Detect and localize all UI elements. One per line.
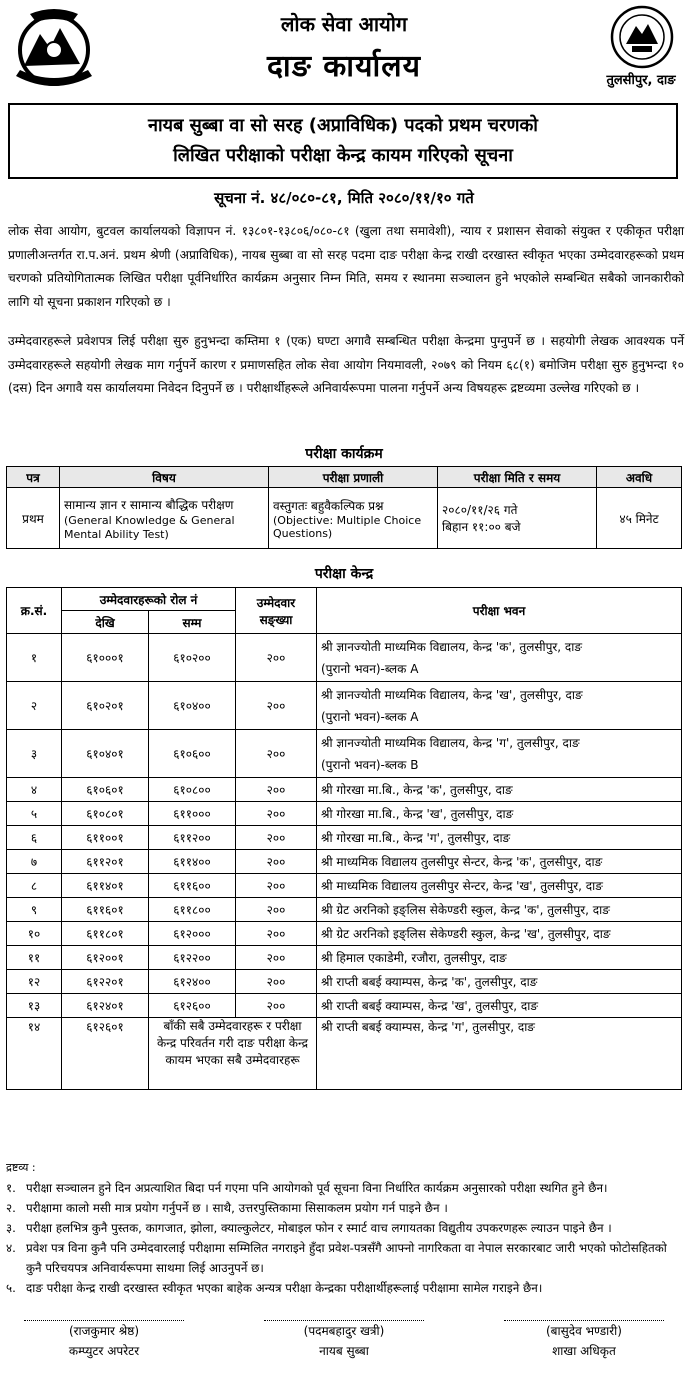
centre-venue-line1: श्री ज्ञानज्योती माध्यमिक विद्यालय, केन्द्र 'ग', तुलसीपुर, दाङ (321, 735, 580, 750)
centre-row (7, 970, 682, 994)
centre-roll-to: ६१२२०० (149, 946, 236, 970)
centre-header-row (7, 588, 682, 611)
note-number: ३. (6, 1221, 16, 1235)
signature-title: नायब सुब्बा (319, 1344, 369, 1358)
signature-title: शाखा अधिकृत (552, 1344, 616, 1358)
centre-venue-line1: श्री ज्ञानज्योती माध्यमिक विद्यालय, केन्द्र 'ख', तुलसीपुर, दाङ (321, 687, 583, 702)
signature-name: (बासुदेव भण्डारी) (546, 1324, 622, 1338)
centre-roll-from: ६११००१ (62, 826, 149, 850)
centre-roll-to: ६११००० (149, 802, 236, 826)
centre-count: २०० (236, 850, 317, 874)
centre-venue (317, 874, 682, 898)
schedule-header-duration: अवधि (597, 467, 682, 488)
notes-section (6, 1158, 682, 1298)
centre-sn: १० (7, 922, 62, 946)
centre-sn: १३ (7, 994, 62, 1018)
schedule-time: बिहान ११:०० बजे (442, 520, 521, 534)
centre-sn: ७ (7, 850, 62, 874)
note-number: २. (6, 1201, 16, 1215)
centre-count: २०० (236, 946, 317, 970)
schedule-subject-np: सामान्य ज्ञान र सामान्य बौद्धिक परीक्षण (64, 497, 234, 512)
centre-roll-to: ६१२००० (149, 922, 236, 946)
schedule-system-np: वस्तुगतः बहुवैकल्पिक प्रश्न (273, 498, 384, 513)
notes-heading: द्रष्टव्य : (6, 1161, 36, 1174)
centre-roll-to: ६११४०० (149, 850, 236, 874)
centre-roll-from: ६१०२०१ (62, 682, 149, 730)
centre-count: २०० (236, 778, 317, 802)
centre-header-roll: उम्मेदवारहरूको रोल नं (62, 588, 236, 611)
centre-roll-from: ६१२००१ (62, 946, 149, 970)
centre-venue-line1: श्री हिमाल एकाडेमी, रजौरा, तुलसीपुर, दाङ (321, 950, 507, 965)
centre-roll-from: ६११६०१ (62, 898, 149, 922)
note-item (6, 1218, 682, 1238)
centre-roll-to: ६१०४०० (149, 682, 236, 730)
centre-roll-to: ६११२०० (149, 826, 236, 850)
schedule-table (6, 466, 682, 549)
centre-count: २०० (236, 802, 317, 826)
centre-venue (317, 730, 682, 778)
centre-roll-to: ६१०२०० (149, 634, 236, 682)
schedule-system-en: (Objective: Multiple Choice Questions) (273, 513, 422, 540)
centre-sn: ३ (7, 730, 62, 778)
signature-title: कम्प्युटर अपरेटर (68, 1344, 140, 1358)
centre-venue-line1: श्री राप्ती बबई क्याम्पस, केन्द्र 'ग', तुलसीपुर, दाङ (317, 1018, 682, 1090)
centre-roll-to: ६१०६०० (149, 730, 236, 778)
centre-header-to: सम्म (149, 611, 236, 634)
notice-title-line1: नायब सुब्बा वा सो सरह (अप्राविधिक) पदको प्रथम चरणको (148, 115, 538, 136)
centre-remaining-candidates: बाँकी सबै उम्मेदवारहरू र परीक्षा केन्द्र परिवर्तन गरी दाङ परीक्षा केन्द्र कायम भएका सबै उम्मेदवारहरू (149, 1018, 317, 1090)
centre-venue (317, 682, 682, 730)
centre-roll-from: ६११२०१ (62, 850, 149, 874)
centre-sn: १४ (7, 1018, 62, 1090)
centre-venue (317, 634, 682, 682)
note-number: ५. (6, 1281, 16, 1295)
centre-venue-line2: (पुरानो भवन)-ब्लक A (321, 709, 419, 724)
centre-venue-line2: (पुरानो भवन)-ब्लक A (321, 661, 419, 676)
centre-sn: ९ (7, 898, 62, 922)
schedule-header-paper: पत्र (7, 467, 60, 488)
schedule-row (7, 488, 682, 549)
centre-header-venue: परीक्षा भवन (317, 588, 682, 634)
instruction-paragraph: उम्मेदवारहरूले प्रवेशपत्र लिई परीक्षा सुरु हुनुभन्दा कम्तिमा १ (एक) घण्टा अगावै सम्बन्धित परीक्षा केन्द्रमा पुग्नुपर्ने छ । सहयोगी लेखक आवश्यक पर्ने उम्मेदवारहरूले सहयोगी लेखक माग गर्नुपर्ने कारण र प्रमाणसहित लोक सेवा आयोग नियमावली, २०७९ को नियम ६८(१) बमोजिम परीक्षा सुरु हुनुभन्दा १० (दस) दिन अगावै यस कार्यालयमा निवेदन दिनुपर्ने छ । परीक्षार्थीहरूले अनिवार्यरूपमा पालना गर्नुपर्ने अन्य विषयहरू द्रष्टव्यमा उल्लेख गरिएको छ । (8, 334, 684, 395)
centre-venue-line1: श्री गोरखा मा.बि., केन्द्र 'ग', तुलसीपुर, दाङ (321, 830, 511, 845)
centre-venue-line1: श्री राप्ती बबई क्याम्पस, केन्द्र 'क', तुलसीपुर, दाङ (321, 974, 538, 989)
centre-header-count: उम्मेदवार सङ्ख्या (236, 588, 317, 634)
notice-title-box (8, 103, 678, 179)
centre-sn: ५ (7, 802, 62, 826)
centre-count: २०० (236, 994, 317, 1018)
signatures (0, 1320, 688, 1370)
centre-header-from: देखि (62, 611, 149, 634)
centre-row (7, 874, 682, 898)
note-item (6, 1238, 682, 1278)
centre-roll-to: ६१२४०० (149, 970, 236, 994)
note-item (6, 1278, 682, 1298)
centre-roll-to: ६११६०० (149, 874, 236, 898)
notice-number: सूचना नं. ४८/०८०-८१, मिति २०८०/११/१० गते (214, 189, 474, 207)
centre-venue (317, 970, 682, 994)
centre-roll-to: ६१०८०० (149, 778, 236, 802)
centre-venue (317, 778, 682, 802)
schedule-header-subject: विषय (60, 467, 269, 488)
note-text: परीक्षा सञ्चालन हुने दिन अप्रत्याशित बिदा पर्न गएमा पनि आयोगको पूर्व सूचना विना निर्धारित कार्यक्रम अनुसारको परीक्षा स्थगित हुने छैन। (26, 1181, 608, 1195)
signature-block (484, 1320, 684, 1361)
centre-row (7, 802, 682, 826)
note-number: १. (6, 1181, 16, 1195)
centre-row (7, 946, 682, 970)
centre-row (7, 778, 682, 802)
centre-roll-from: ६१०००१ (62, 634, 149, 682)
note-text: दाङ परीक्षा केन्द्र राखी दरखास्त स्वीकृत भएका बाहेक अन्यत्र परीक्षा केन्द्रका परीक्षार्थीहरूलाई परीक्षामा सामेल गराइने छैन। (26, 1281, 543, 1295)
centre-roll-from: ६१०६०१ (62, 778, 149, 802)
signature-block (244, 1320, 444, 1361)
centre-header-sn: क्र.सं. (7, 588, 62, 634)
centre-roll-from: ६१२६०१ (62, 1018, 149, 1090)
centre-venue (317, 946, 682, 970)
centre-count: २०० (236, 682, 317, 730)
centre-sn: २ (7, 682, 62, 730)
centre-sn: ४ (7, 778, 62, 802)
schedule-header-system: परीक्षा प्रणाली (269, 467, 438, 488)
centre-venue-line1: श्री ज्ञानज्योती माध्यमिक विद्यालय, केन्द्र 'क', तुलसीपुर, दाङ (321, 639, 583, 654)
centre-venue-line1: श्री ग्रेट अरनिको इङ्लिस सेकेण्डरी स्कुल, केन्द्र 'क', तुलसीपुर, दाङ (321, 902, 610, 917)
note-item (6, 1198, 682, 1218)
centre-row (7, 898, 682, 922)
centre-row (7, 994, 682, 1018)
centre-count: २०० (236, 634, 317, 682)
centre-row (7, 850, 682, 874)
centre-venue-line1: श्री राप्ती बबई क्याम्पस, केन्द्र 'ख', तुलसीपुर, दाङ (321, 998, 539, 1013)
centre-roll-to: ६१२६०० (149, 994, 236, 1018)
centre-roll-from: ६१०४०१ (62, 730, 149, 778)
schedule-duration: ४५ मिनेट (597, 488, 682, 549)
centre-venue-line1: श्री माध्यमिक विद्यालय तुलसीपुर सेन्टर, केन्द्र 'ख', तुलसीपुर, दाङ (321, 878, 603, 893)
schedule-subject-en: (General Knowledge & General Mental Ability Test) (64, 513, 235, 541)
centre-roll-from: ६११८०१ (62, 922, 149, 946)
centre-count: २०० (236, 826, 317, 850)
centre-count: २०० (236, 922, 317, 946)
centre-venue-line2: (पुरानो भवन)-ब्लक B (321, 757, 419, 772)
signature-name: (राजकुमार श्रेष्ठ) (68, 1324, 140, 1338)
centre-roll-from: ६११४०१ (62, 874, 149, 898)
schedule-date: २०८०/११/२६ गते (442, 503, 518, 517)
centre-row (7, 1018, 682, 1090)
centre-venue-line1: श्री गोरखा मा.बि., केन्द्र 'ख', तुलसीपुर, दाङ (321, 806, 514, 821)
centre-count: २०० (236, 970, 317, 994)
centre-sn: ११ (7, 946, 62, 970)
centre-venue (317, 898, 682, 922)
notes-list (6, 1178, 682, 1298)
office-place: तुलसीपुर, दाङ (606, 73, 676, 88)
centre-venue (317, 922, 682, 946)
note-item (6, 1178, 682, 1198)
centre-row (7, 634, 682, 682)
signature-block (4, 1320, 204, 1361)
centre-table (6, 587, 682, 1090)
centre-sn: १२ (7, 970, 62, 994)
schedule-header-date: परीक्षा मिति र समय (438, 467, 597, 488)
centre-row (7, 922, 682, 946)
centre-count: २०० (236, 898, 317, 922)
note-text: परीक्षामा कालो मसी मात्र प्रयोग गर्नुपर्ने छ । साथै, उत्तरपुस्तिकामा सिसाकलम प्रयोग गर्न पाइने छैन । (26, 1201, 448, 1215)
signature-name: (पदमबहादुर खत्री) (303, 1324, 385, 1338)
centre-count: २०० (236, 874, 317, 898)
centre-venue-line1: श्री ग्रेट अरनिको इङ्लिस सेकेण्डरी स्कुल, केन्द्र 'ख', तुलसीपुर, दाङ (321, 926, 611, 941)
org-name: लोक सेवा आयोग (280, 12, 408, 36)
centre-venue (317, 850, 682, 874)
centre-sn: ६ (7, 826, 62, 850)
centre-sn: ८ (7, 874, 62, 898)
schedule-title: परीक्षा कार्यक्रम (305, 446, 383, 462)
centre-title: परीक्षा केन्द्र (314, 566, 374, 582)
header (0, 0, 688, 98)
psc-logo-icon (606, 4, 678, 70)
centre-row (7, 682, 682, 730)
centre-venue (317, 802, 682, 826)
schedule-subject (60, 488, 269, 549)
notice-title-line2: लिखित परीक्षाको परीक्षा केन्द्र कायम गरिएको सूचना (173, 145, 513, 166)
schedule-header-row (7, 467, 682, 488)
centre-roll-to: ६११८०० (149, 898, 236, 922)
centre-count: २०० (236, 730, 317, 778)
centre-venue (317, 826, 682, 850)
centre-venue-line1: श्री गोरखा मा.बि., केन्द्र 'क', तुलसीपुर, दाङ (321, 782, 513, 797)
intro-paragraph: लोक सेवा आयोग, बुटवल कार्यालयको विज्ञापन नं. १३८०१-१३८०६/०८०-८१ (खुला तथा समावेशी), न्याय र प्रशासन सेवाको संयुक्त र एकीकृत परीक्षा प्रणालीअन्तर्गत रा.प.अनं. प्रथम श्रेणी (अप्राविधिक), नायब सुब्बा वा सो सरह पदमा दाङ परीक्षा केन्द्र राखी दरखास्त स्वीकृत भएका उम्मेदवारहरूको प्रथम चरणको प्रतियोगितात्मक लिखित परीक्षा पूर्वनिर्धारित कार्यक्रम अनुसार निम्न मिति, समय र स्थानमा सञ्चालन हुने भएकोले सम्बन्धित सबैको जानकारीको लागि यो सूचना प्रकाशन गरिएको छ । (8, 224, 684, 309)
note-text: प्रवेश पत्र विना कुनै पनि उम्मेदवारलाई परीक्षामा सम्मिलित नगराइने हुँदा प्रवेश-पत्रसँगै आफ्नो नागरिकता वा नेपाल सरकारबाट जारी भएको फोटोसहितको कुनै परिचयपत्र अनिवार्यरूपमा साथमा लिई आउनुपर्ने छ। (26, 1241, 667, 1275)
centre-table-body (7, 634, 682, 1090)
schedule-system (269, 488, 438, 549)
note-text: परीक्षा हलभित्र कुनै पुस्तक, कागजात, झोला, क्याल्कुलेटर, मोबाइल फोन र स्मार्ट वाच लगायतका विद्युतीय उपकरणहरू ल्याउन पाइने छैन । (26, 1221, 612, 1235)
centre-roll-from: ६१२२०१ (62, 970, 149, 994)
schedule-paper: प्रथम (7, 488, 60, 549)
note-number: ४. (6, 1241, 16, 1255)
centre-sn: १ (7, 634, 62, 682)
centre-row (7, 730, 682, 778)
centre-roll-from: ६१०८०१ (62, 802, 149, 826)
centre-roll-from: ६१२४०१ (62, 994, 149, 1018)
centre-venue-line1: श्री माध्यमिक विद्यालय तुलसीपुर सेन्टर, केन्द्र 'क', तुलसीपुर, दाङ (321, 854, 603, 869)
centre-venue (317, 994, 682, 1018)
office-name: दाङ कार्यालय (267, 49, 421, 84)
centre-row (7, 826, 682, 850)
schedule-datetime (438, 488, 597, 549)
